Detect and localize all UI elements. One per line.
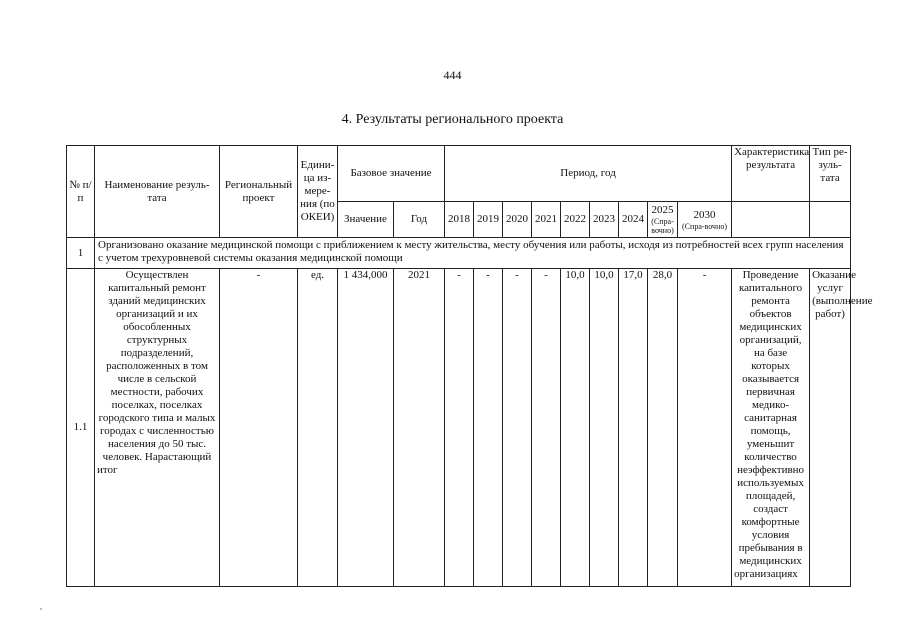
header-year-2020: 2020 [503,202,532,238]
row-value-2021: - [532,269,561,587]
row-name: Осуществлен капитальный ремонт зданий медицинских организаций и их обособленных структурных подразделений, расположенных в том числе в сельской местности, рабочих поселках, поселках городского типа и малых городах с численностью населения до 50 тыс. человек. Нарастающий итог [95,269,220,587]
header-year-2025 [648,202,678,238]
header-period: Период, год [445,146,732,202]
row-unit: ед. [298,269,338,587]
header-year-2025-label: 2025 [651,204,674,216]
section-title: 4. Результаты регионального проекта [341,112,564,127]
header-name: Наименование резуль-тата [95,146,220,238]
result-row [67,269,851,587]
row-value-2018: - [445,269,474,587]
header-base: Базовое значение [338,146,445,202]
header-base-year: Год [394,202,445,238]
results-table [66,145,873,587]
header-year-2023: 2023 [590,202,619,238]
header-base-value: Значение [338,202,394,238]
group-num: 1 [67,238,95,269]
group-text: Организовано оказание медицинской помощи с приближением к месту жительства, месту обучения или работы, исходя из потребностей всех групп населения с учетом трехуровневой системы оказания медицинской помощи [95,238,851,269]
row-num: 1.1 [67,269,95,587]
header-num: № п/п [67,146,95,238]
row-base-value: 1 434,000 [338,269,394,587]
row-base-year: 2021 [394,269,445,587]
header-type: Тип ре-зуль-тата [810,146,851,202]
header-year-2030-note: (Спра-вочно) [682,221,728,231]
row-value-2020: - [503,269,532,587]
header-characteristic-blank [732,202,810,238]
group-row [67,238,851,269]
header-characteristic: Характеристика результата [732,146,810,202]
header-year-2024: 2024 [619,202,648,238]
row-value-2025: 28,0 [648,269,678,587]
row-value-2024: 17,0 [619,269,648,587]
row-characteristic: Проведение капитального ремонта объектов медицинских организаций, на базе которых оказывается первичная медико-санитарная помощь, уменьшит количество неэффективно используемых площадей, создаст комфортные условия пребывания в медицинских организациях [732,269,810,587]
header-unit: Едини-ца из-мере-ния (по ОКЕИ) [298,146,338,238]
header-year-2019: 2019 [474,202,503,238]
header-year-2030 [678,202,732,238]
header-project: Региональный проект [220,146,298,238]
row-value-2019: - [474,269,503,587]
header-year-2022: 2022 [561,202,590,238]
page-number: 444 [443,68,462,82]
header-row-1 [67,146,851,202]
header-year-2025-note: (Спра-вочно) [651,217,674,235]
row-value-2022: 10,0 [561,269,590,587]
scan-speck [40,608,42,610]
header-year-2018: 2018 [445,202,474,238]
row-type: Оказание услуг (выполнение работ) [810,269,851,587]
row-project: - [220,269,298,587]
row-value-2023: 10,0 [590,269,619,587]
header-year-2021: 2021 [532,202,561,238]
header-year-2030-label: 2030 [693,208,716,221]
header-type-blank [810,202,851,238]
row-value-2030: - [678,269,732,587]
